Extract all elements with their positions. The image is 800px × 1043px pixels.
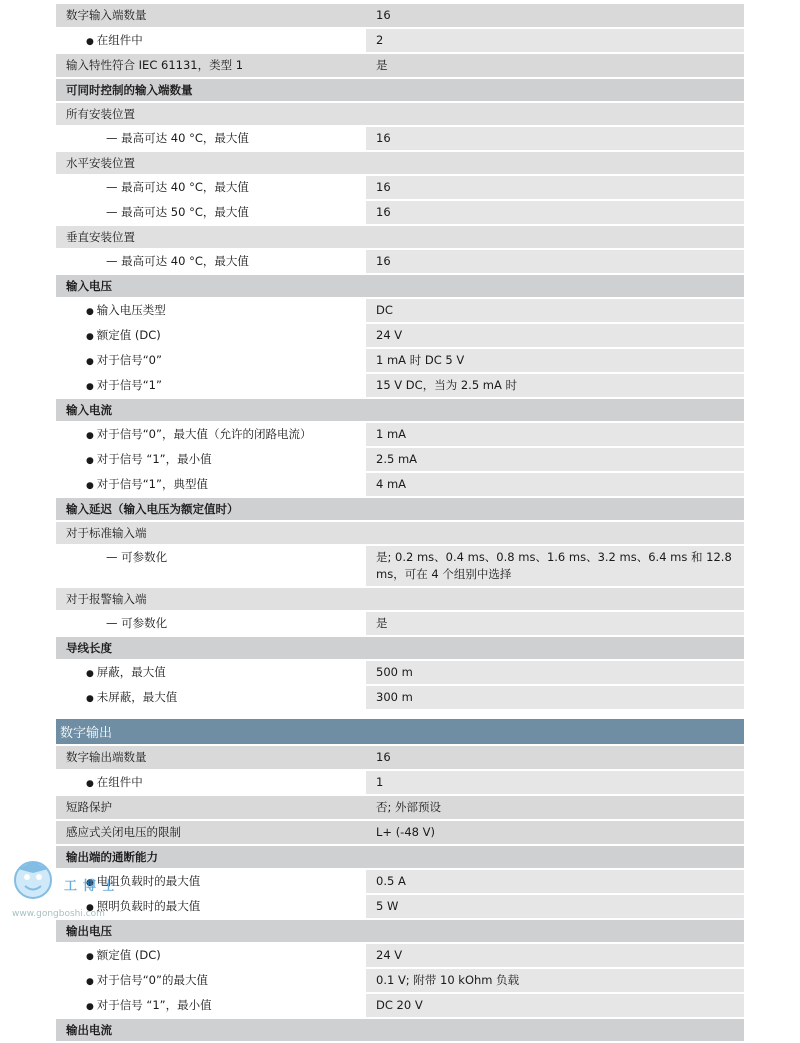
spec-label: ● 在组件中 bbox=[56, 771, 366, 794]
spec-row-subtitle bbox=[56, 226, 744, 250]
spec-row-grouptitle bbox=[56, 399, 744, 423]
spec-value: 4 mA bbox=[366, 473, 744, 496]
spec-row-item bbox=[56, 374, 744, 399]
spec-label: ● 未屏蔽，最大值 bbox=[56, 686, 366, 709]
spec-row-subtitle bbox=[56, 152, 744, 176]
spec-row-item bbox=[56, 969, 744, 994]
spec-label: ● 照明负载时的最大值 bbox=[56, 895, 366, 918]
spec-label: 数字输出端数量 bbox=[56, 746, 366, 769]
spec-label: 对于报警输入端 bbox=[66, 592, 147, 606]
spec-value: L+ (-48 V) bbox=[366, 821, 744, 844]
spec-value: 16 bbox=[366, 201, 744, 224]
spec-value: 16 bbox=[366, 4, 744, 27]
spec-label: 水平安装位置 bbox=[66, 156, 135, 170]
spec-label: 垂直安装位置 bbox=[66, 230, 135, 244]
spec-label: 感应式关闭电压的限制 bbox=[56, 821, 366, 844]
spec-label: 数字输出 bbox=[60, 726, 113, 741]
spec-label: ● 电阻负载时的最大值 bbox=[56, 870, 366, 893]
spec-label: — 可参数化 bbox=[56, 546, 366, 586]
spec-label: 输出电压 bbox=[66, 924, 112, 938]
spec-row-grouptitle bbox=[56, 79, 744, 103]
spec-row-grouptitle bbox=[56, 275, 744, 299]
spec-value: 24 V bbox=[366, 944, 744, 967]
spec-row-subtitle bbox=[56, 588, 744, 612]
spec-label: 短路保护 bbox=[56, 796, 366, 819]
spec-row-item bbox=[56, 546, 744, 588]
spec-value: 2 bbox=[366, 29, 744, 52]
spec-row-item bbox=[56, 944, 744, 969]
spec-label: ● 额定值 (DC) bbox=[56, 324, 366, 347]
spec-row-grouptitle bbox=[56, 637, 744, 661]
spec-label: ● 对于信号“1”，典型值 bbox=[56, 473, 366, 496]
spec-row-item bbox=[56, 612, 744, 637]
spec-label: ● 对于信号“0” bbox=[56, 349, 366, 372]
spec-row-section bbox=[56, 719, 744, 746]
watermark-text: 工博士 bbox=[64, 879, 122, 894]
spec-row-item bbox=[56, 176, 744, 201]
spec-row-group bbox=[56, 54, 744, 79]
watermark-url: www.gongboshi.com bbox=[12, 909, 105, 919]
spec-label: ● 对于信号“0”的最大值 bbox=[56, 969, 366, 992]
spec-value: 16 bbox=[366, 176, 744, 199]
spec-label: ● 屏蔽，最大值 bbox=[56, 661, 366, 684]
spec-value: 16 bbox=[366, 746, 744, 769]
spec-row-item bbox=[56, 423, 744, 448]
spec-value: 300 m bbox=[366, 686, 744, 709]
spec-label: 导线长度 bbox=[66, 641, 112, 655]
spec-row-grouptitle bbox=[56, 498, 744, 522]
spec-value: 500 m bbox=[366, 661, 744, 684]
spec-value: DC bbox=[366, 299, 744, 322]
spec-row-item bbox=[56, 448, 744, 473]
spec-row-group bbox=[56, 746, 744, 771]
spec-label: 所有安装位置 bbox=[66, 107, 135, 121]
spec-row-subtitle bbox=[56, 522, 744, 546]
spec-value: 否; 外部预设 bbox=[366, 796, 744, 819]
spec-label: 对于标准输入端 bbox=[66, 526, 147, 540]
spec-label: ● 对于信号“0”，最大值（允许的闭路电流） bbox=[56, 423, 366, 446]
spec-row-subtitle bbox=[56, 103, 744, 127]
spec-label: — 最高可达 40 °C，最大值 bbox=[56, 250, 366, 273]
spec-row-grouptitle bbox=[56, 1019, 744, 1043]
spec-label: ● 在组件中 bbox=[56, 29, 366, 52]
spec-value: 5 W bbox=[366, 895, 744, 918]
spec-value: 1 mA 时 DC 5 V bbox=[366, 349, 744, 372]
spec-value: 0.5 A bbox=[366, 870, 744, 893]
spec-row-item bbox=[56, 29, 744, 54]
spec-row-item bbox=[56, 127, 744, 152]
spec-row-item bbox=[56, 201, 744, 226]
spec-label: ● 额定值 (DC) bbox=[56, 944, 366, 967]
mascot-icon bbox=[8, 855, 58, 905]
spec-label: — 最高可达 40 °C，最大值 bbox=[56, 176, 366, 199]
spec-value: DC 20 V bbox=[366, 994, 744, 1017]
spec-label: ● 对于信号“1” bbox=[56, 374, 366, 397]
spec-row-item bbox=[56, 324, 744, 349]
spec-row-item bbox=[56, 661, 744, 686]
spec-row-group bbox=[56, 821, 744, 846]
spec-label: ● 对于信号 “1”，最小值 bbox=[56, 994, 366, 1017]
spec-value: 1 bbox=[366, 771, 744, 794]
spec-value: 是 bbox=[366, 54, 744, 77]
spec-label: — 最高可达 40 °C，最大值 bbox=[56, 127, 366, 150]
spec-row-group bbox=[56, 796, 744, 821]
spec-row-item bbox=[56, 349, 744, 374]
spec-label: ● 对于信号 “1”，最小值 bbox=[56, 448, 366, 471]
spec-label: 输入电流 bbox=[66, 403, 112, 417]
spec-value: 16 bbox=[366, 250, 744, 273]
spec-value: 16 bbox=[366, 127, 744, 150]
spec-value: 15 V DC，当为 2.5 mA 时 bbox=[366, 374, 744, 397]
spec-row-item bbox=[56, 994, 744, 1019]
spec-label: 输出电流 bbox=[66, 1023, 112, 1037]
spec-row-item bbox=[56, 250, 744, 275]
spec-value: 是; 0.2 ms、0.4 ms、0.8 ms、1.6 ms、3.2 ms、6.4 ms 和 12.8 ms，可在 4 个组别中选择 bbox=[366, 546, 744, 586]
watermark-logo bbox=[8, 855, 168, 925]
spec-label: — 最高可达 50 °C，最大值 bbox=[56, 201, 366, 224]
spec-label: 输出端的通断能力 bbox=[66, 850, 158, 864]
spec-value: 1 mA bbox=[366, 423, 744, 446]
spec-label: 输入特性符合 IEC 61131，类型 1 bbox=[56, 54, 366, 77]
spec-value: 24 V bbox=[366, 324, 744, 347]
spec-label: — 可参数化 bbox=[56, 612, 366, 635]
spec-row-group bbox=[56, 4, 744, 29]
spec-label: 输入电压 bbox=[66, 279, 112, 293]
spec-label: 输入延迟（输入电压为额定值时） bbox=[66, 502, 239, 516]
spec-label: 可同时控制的输入端数量 bbox=[66, 83, 193, 97]
spec-value: 2.5 mA bbox=[366, 448, 744, 471]
spec-value: 0.1 V; 附带 10 kOhm 负载 bbox=[366, 969, 744, 992]
spec-label: ● 输入电压类型 bbox=[56, 299, 366, 322]
spec-row-item bbox=[56, 299, 744, 324]
spec-label: 数字输入端数量 bbox=[56, 4, 366, 27]
spec-value: 是 bbox=[366, 612, 744, 635]
spec-row-item bbox=[56, 771, 744, 796]
spec-row-item bbox=[56, 473, 744, 498]
spec-row-item bbox=[56, 686, 744, 711]
